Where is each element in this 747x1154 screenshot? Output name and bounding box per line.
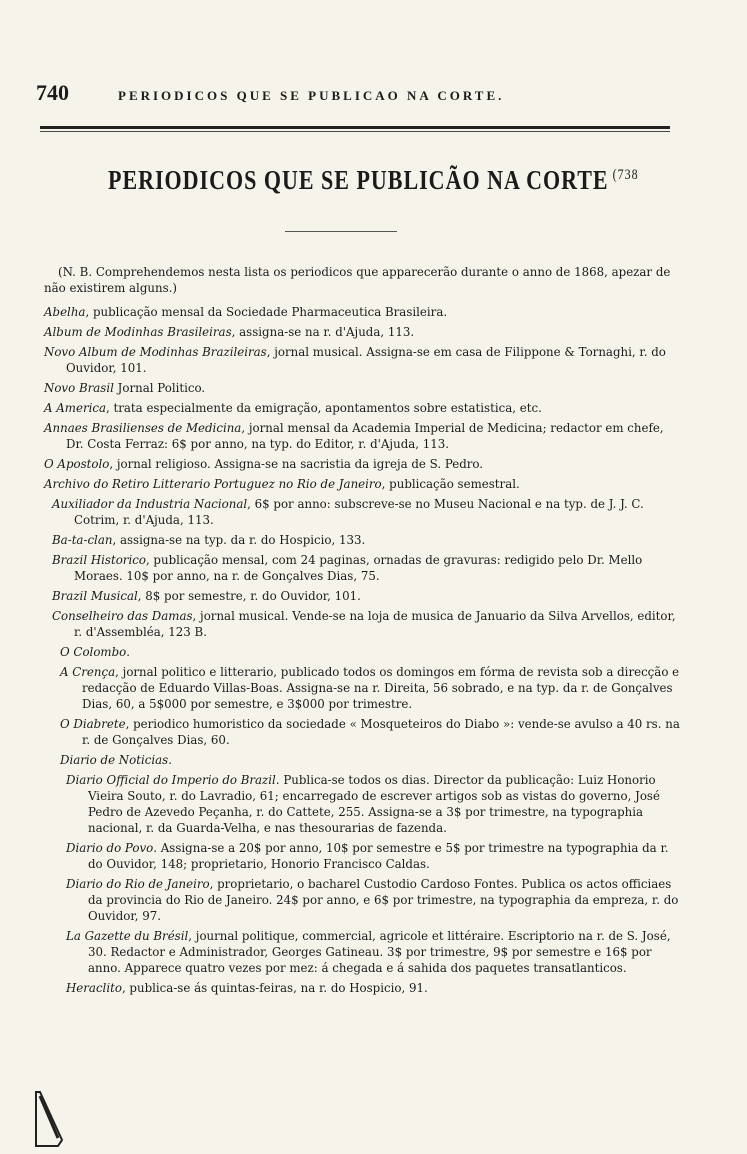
entry-name: A Crença — [60, 665, 116, 679]
entry-text: , publicação mensal da Sociedade Pharmaceutica Brasileira. — [85, 305, 448, 319]
entry-diario-rio — [66, 876, 680, 924]
entry-name: Heraclito — [66, 981, 122, 995]
entry-text: , 8$ por semestre, r. do Ouvidor, 101. — [137, 589, 361, 603]
entry-name: Annaes Brasilienses de Medicina — [44, 421, 242, 435]
entry-text: , jornal mensal da Academia Imperial de Medicina; redactor em chefe, Dr. Costa Ferraz: 6$ por anno, na typ. do Editor, r. d'Ajuda, 113. — [66, 421, 664, 451]
entry-brazil-historico — [52, 552, 680, 584]
entry-gazette-bresil — [66, 928, 680, 976]
entry-text: , publicação mensal, com 24 paginas, ornadas de gravuras: redigido pelo Dr. Mello Moraes. 10$ por anno, na r. de Gonçalves Dias, 75. — [74, 553, 643, 583]
entry-name: O Diabrete — [60, 717, 126, 731]
entry-brazil-musical — [52, 588, 680, 604]
entry-annaes — [44, 420, 680, 452]
entry-name: Auxiliador da Industria Nacional — [52, 497, 248, 511]
entry-album-modinhas — [44, 324, 680, 340]
entry-text: , trata especialmente da emigração, apontamentos sobre estatistica, etc. — [106, 401, 542, 415]
entry-text: . — [168, 753, 172, 767]
entry-text: . Publica-se todos os dias. Director da publicação: Luiz Honorio Vieira Souto, r. do Lavradio, 61; encarregado de escrever artigos sob as vistas do governo, José Pedro de Azevedo Peçanha, r. do Cattete, 255. Assigna-se a 3$ por trimestre, na typographia nacional, r. da Guarda-Velha, e nas thesourarias de fazenda. — [88, 773, 660, 835]
entry-text: , publica-se ás quintas-feiras, na r. do Hospicio, 91. — [121, 981, 428, 995]
entry-name: Diario do Rio de Janeiro — [66, 877, 210, 891]
title-note: (738 — [612, 164, 639, 183]
entry-diabrete — [60, 716, 680, 748]
entry-text: , jornal musical. Assigna-se em casa de Filippone & Tornaghi, r. do Ouvidor, 101. — [66, 345, 666, 375]
entry-archivo — [44, 476, 680, 492]
entry-name: Abelha — [44, 305, 86, 319]
entry-name: Brazil Historico — [52, 553, 146, 567]
entry-text: , periodico humoristico da sociedade « Mosqueteiros do Diabo »: vende-se avulso a 40 rs. na r. de Gonçalves Dias, 60. — [82, 717, 680, 747]
content — [44, 264, 680, 1000]
entry-name: Novo Brasil — [44, 381, 114, 395]
running-title: PERIODICOS QUE SE PUBLICAO NA CORTE. — [118, 88, 505, 103]
entry-text: , assigna-se na typ. da r. do Hospicio, 133. — [112, 533, 366, 547]
entry-name: La Gazette du Brésil — [66, 929, 189, 943]
entry-text: , assigna-se na r. d'Ajuda, 113. — [231, 325, 415, 339]
entry-text: , proprietario, o bacharel Custodio Cardoso Fontes. Publica os actos officiaes da provincia do Rio de Janeiro. 24$ por anno, e 6$ por trimestre, na typographia da empreza, r. do Ouvidor, 97. — [88, 877, 679, 923]
entry-text: , jornal religioso. Assigna-se na sacristia da igreja de S. Pedro. — [109, 457, 484, 471]
entry-apostolo — [44, 456, 680, 472]
entry-novo-brasil — [44, 380, 680, 396]
entry-name: A America — [44, 401, 107, 415]
entry-conselheiro — [52, 608, 680, 640]
entry-name: Conselheiro das Damas — [52, 609, 193, 623]
entry-name: Novo Album de Modinhas Brazileiras — [44, 345, 267, 359]
entry-ba-ta-clan — [52, 532, 680, 548]
entry-name: Album de Modinhas Brasileiras — [44, 325, 232, 339]
entry-diario-noticias — [60, 752, 680, 768]
entry-auxiliador — [52, 496, 680, 528]
entry-colombo — [60, 644, 680, 660]
entry-text: Jornal Politico. — [113, 381, 206, 395]
entry-text: , 6$ por anno: subscreve-se no Museu Nacional e na typ. de J. J. C. Cotrim, r. d'Ajuda, 113. — [74, 497, 644, 527]
running-head — [36, 80, 676, 106]
entry-name: O Colombo — [60, 645, 127, 659]
editorial-note: (N. B. Comprehendemos nesta lista os periodicos que apparecerão durante o anno de 1868, apezar de não existirem alguns.) — [44, 265, 671, 295]
entry-text: . Assigna-se a 20$ por anno, 10$ por semestre e 5$ por trimestre na typographia da r. do Ouvidor, 148; proprietario, Honorio Francisco Caldas. — [88, 841, 669, 871]
entry-name: Diario Official do Imperio do Brazil — [66, 773, 276, 787]
entry-novo-album — [44, 344, 680, 376]
entry-name: O Apostolo — [44, 457, 110, 471]
page-title — [108, 164, 639, 197]
entry-name: Ba-ta-clan — [52, 533, 113, 547]
entry-a-america — [44, 400, 680, 416]
entry-text: , journal politique, commercial, agricole et littéraire. Escriptorio na r. de S. José, 30. Redactor e Administrador, Georges Gatineau. 3$ por trimestre, 9$ por semestre e 16$ por anno. Apparece quatro vezes por mez: á chegada e á sahida dos paquetes transatlanticos. — [88, 929, 671, 975]
header-rule-thin — [40, 131, 670, 132]
entry-text: , jornal musical. Vende-se na loja de musica de Januario da Silva Arvellos, editor, r. d'Assembléa, 123 B. — [74, 609, 676, 639]
entry-name: Diario de Noticias — [60, 753, 169, 767]
page-corner-mark — [34, 1090, 64, 1148]
entry-name: Archivo do Retiro Litterario Portuguez no Rio de Janeiro — [44, 477, 382, 491]
entry-text: . — [126, 645, 131, 659]
entry-diario-povo — [66, 840, 680, 872]
entry-diario-official — [66, 772, 680, 836]
entry-crenca — [60, 664, 680, 712]
entry-name: Brazil Musical — [52, 589, 138, 603]
entry-heraclito — [66, 980, 680, 996]
entry-name: Diario do Povo — [66, 841, 154, 855]
page-number: 740 — [36, 80, 69, 105]
header-rule — [40, 126, 670, 129]
title-text: PERIODICOS QUE SE PUBLICÃO NA CORTE — [108, 164, 609, 196]
title-rule — [285, 231, 397, 232]
entry-abelha — [44, 304, 680, 320]
entry-text: , jornal politico e litterario, publicado todos os domingos em fórma de revista sob a direcção e redacção de Eduardo Villas-Boas. Assigna-se na r. Direita, 56 sobrado, e na typ. da r. de Gonçalves Dias, 60, a 5$000 por semestre, e 3$000 por trimestre. — [82, 665, 680, 711]
entry-text: , publicação semestral. — [381, 477, 520, 491]
